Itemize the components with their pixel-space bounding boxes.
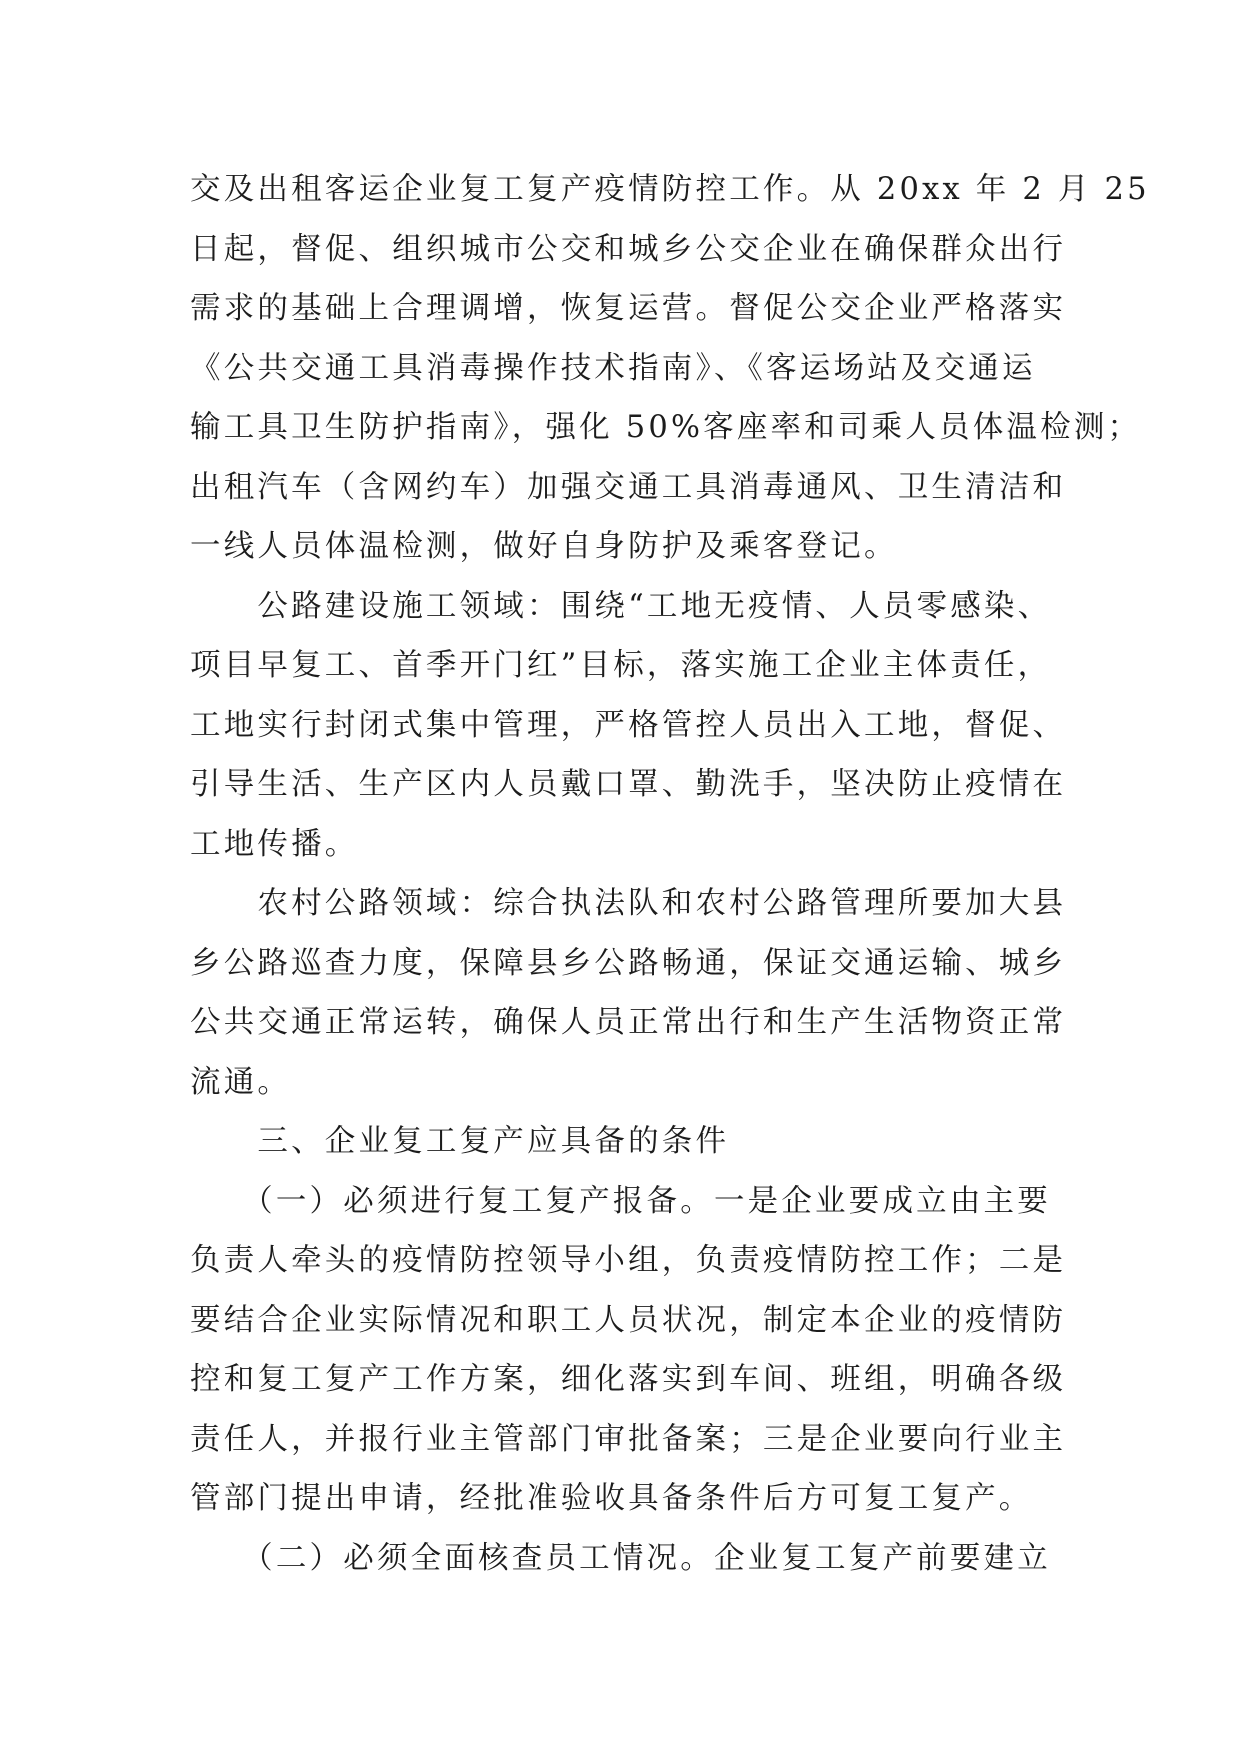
text-line: 日起，督促、组织城市公交和城乡公交企业在确保群众出行 — [190, 231, 1067, 267]
text-line: 工地传播。 — [190, 826, 359, 862]
text-line: 出租汽车（含网约车）加强交通工具消毒通风、卫生清洁和 — [190, 469, 1067, 505]
text-line: 项目早复工、首季开门红”目标，落实施工企业主体责任， — [190, 648, 1052, 683]
text-line: 管部门提出申请，经批准验收具备条件后方可复工复产。 — [190, 1481, 1033, 1516]
text-line: 公共交通正常运转，确保人员正常出行和生产生活物资正常 — [190, 1005, 1067, 1040]
text-line: 一线人员体温检测，做好自身防护及乘客登记。 — [190, 529, 898, 564]
paragraph-start-line: 公路建设施工领域：围绕“工地无疫情、人员零感染、 — [190, 588, 1052, 624]
text-line: 要结合企业实际情况和职工人员状况，制定本企业的疫情防 — [190, 1302, 1067, 1338]
text-line: 输工具卫生防护指南》，强化 50%客座率和司乘人员体温检测； — [190, 410, 1142, 445]
text-line: 流通。 — [190, 1064, 292, 1100]
paragraph-start-line: （一）必须进行复工复产报备。一是企业要成立由主要 — [190, 1183, 1051, 1219]
text-line: 引导生活、生产区内人员戴口罩、勤洗手，坚决防止疫情在 — [190, 767, 1067, 802]
text-line: 需求的基础上合理调增，恢复运营。督促公交企业严格落实 — [190, 291, 1067, 326]
text-line: 乡公路巡查力度，保障县乡公路畅通，保证交通运输、城乡 — [190, 945, 1067, 981]
text-line: 《公共交通工具消毒操作技术指南》、《客运场站及交通运 — [190, 350, 1036, 386]
text-line: 工地实行封闭式集中管理，严格管控人员出入工地，督促、 — [190, 707, 1067, 743]
text-line: 交及出租客运企业复工复产疫情防控工作。从 20xx 年 2 月 25 — [190, 172, 1150, 207]
paragraph-start-line: （二）必须全面核查员工情况。企业复工复产前要建立 — [190, 1540, 1051, 1576]
section-heading: 三、企业复工复产应具备的条件 — [190, 1124, 730, 1159]
paragraph-start-line: 农村公路领域：综合执法队和农村公路管理所要加大县 — [190, 886, 1067, 921]
text-line: 负责人牵头的疫情防控领导小组，负责疫情防控工作；二是 — [190, 1243, 1067, 1278]
document-body-text — [190, 160, 1150, 1588]
text-line: 责任人，并报行业主管部门审批备案；三是企业要向行业主 — [190, 1421, 1067, 1457]
text-line: 控和复工复产工作方案，细化落实到车间、班组，明确各级 — [190, 1362, 1067, 1397]
